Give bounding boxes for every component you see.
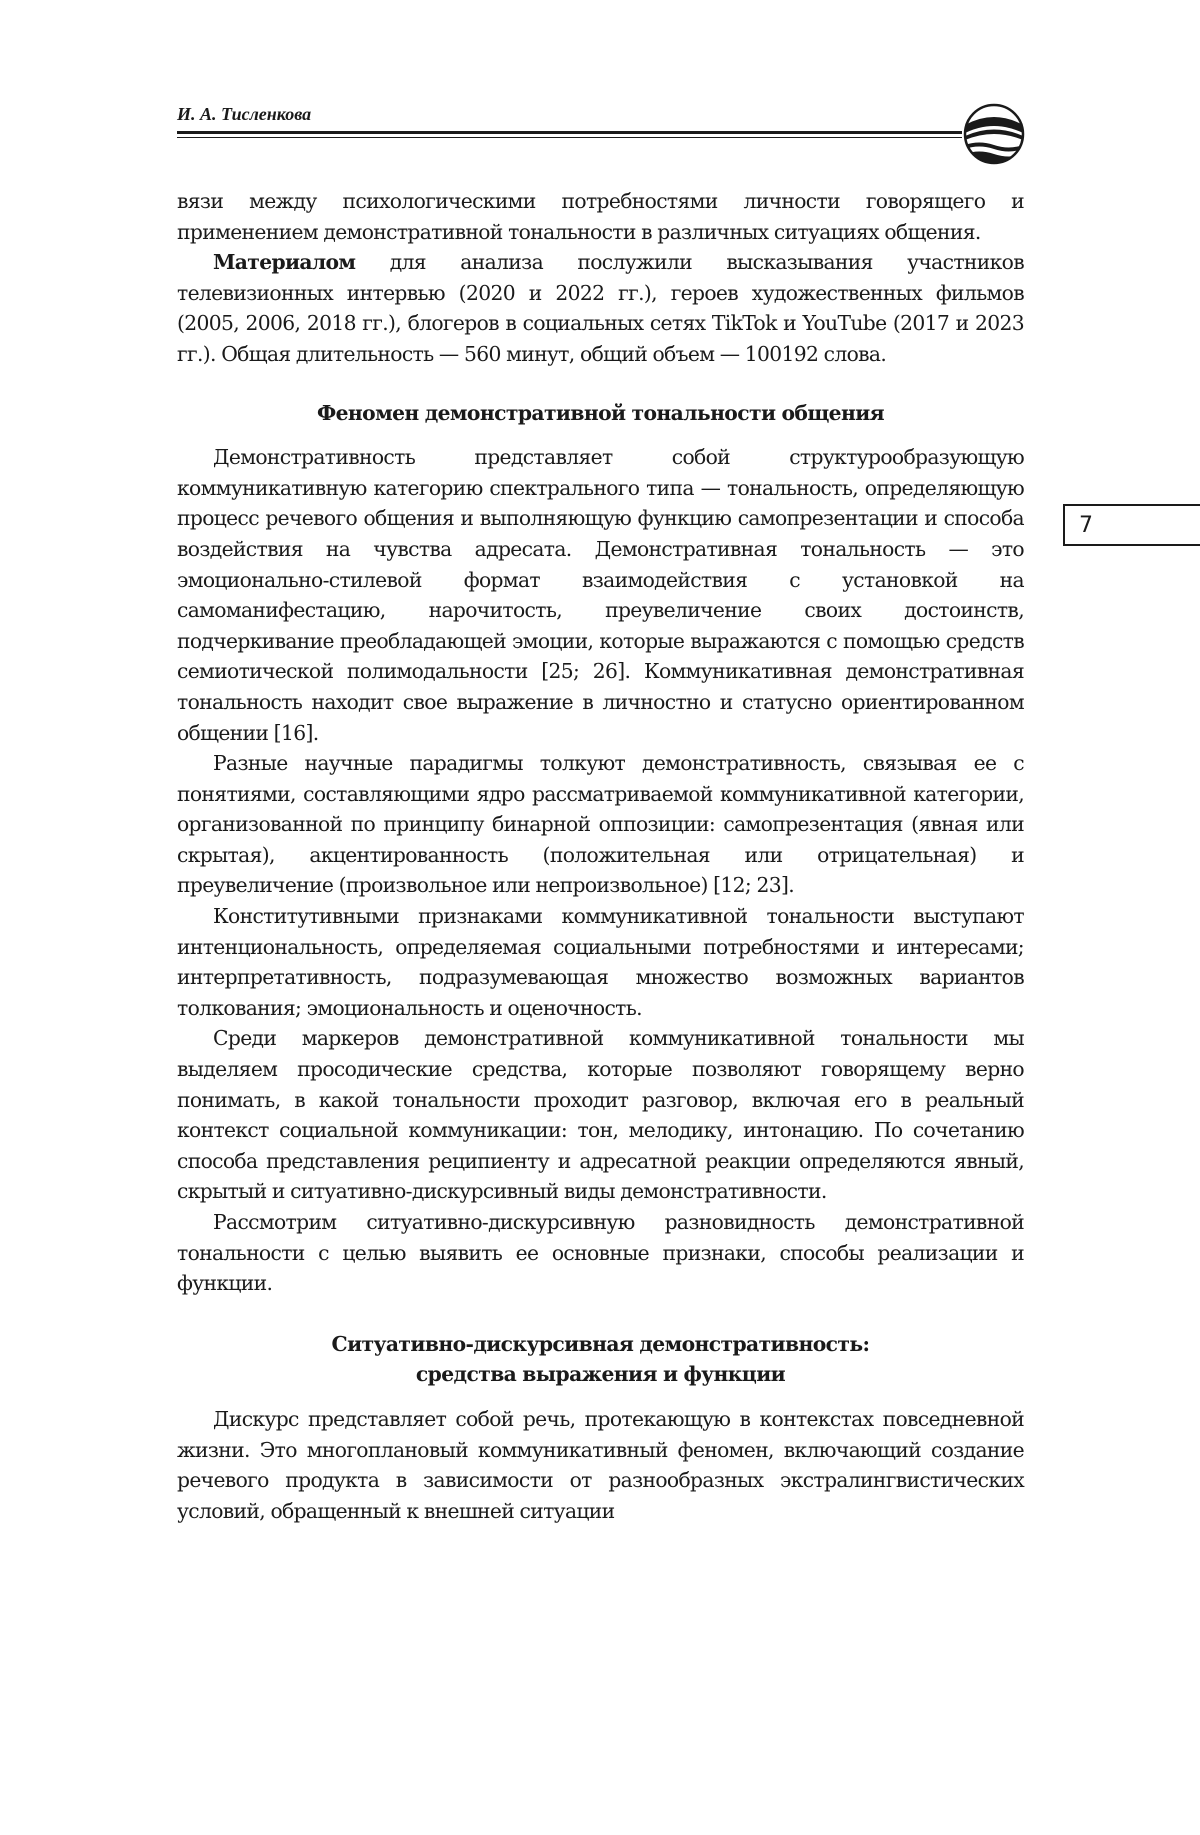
section-heading-situative-line-2: средства выражения и функции bbox=[415, 1362, 786, 1387]
paragraph-6: Дискурс представляет собой речь, протекающую в контекстах повседневной жизни. Это многоплановый коммуникативный феномен, включающий создание речевого продукта в зависимости от разнообразных экстралингвистических условий, обращенный к внешней ситуации bbox=[177, 1406, 1024, 1523]
section-heading-phenomenon: Феномен демонстративной тональности общения bbox=[316, 400, 885, 425]
paragraph-3: Конститутивными признаками коммуникативной тональности выступают интенциональность, определяемая социальными потребностями и интересами; интерпретативность, подразумевающая множество возможных вариантов толкования; эмоциональность и оценочность. bbox=[177, 904, 1024, 1020]
header-rule-thin bbox=[177, 137, 962, 138]
paragraph-4: Среди маркеров демонстративной коммуникативной тональности мы выделяем просодические средства, которые позволяют говорящему верно понимать, в какой тональности проходит разговор, включая его в реальный контекст социальной коммуникации: тон, мелодику, интонацию. По сочетанию способа представления реципиенту и адресатной реакции определяются явный, скрытый и ситуативно-дискурсивный виды демонстративности. bbox=[177, 1026, 1024, 1204]
running-head-author: И. А. Тисленкова bbox=[177, 104, 312, 124]
paragraph-1: Демонстративность представляет собой структурообразующую коммуникативную категорию спектрального типа — тональность, определяющую процесс речевого общения и выполняющую функцию самопрезентации и способа воздействия на чувства адресата. Демонстративная тональность — это эмоционально-стилевой формат взаимодействия с установкой на самоманифестацию, нарочитость, преувеличение своих достоинств, подчеркивание преобладающей эмоции, которые выражаются с помощью средств семиотической полимодальности [25; 26]. Коммуникативная демонстративная тональность находит свое выражение в личностно и статусно ориентированном общении [16]. bbox=[177, 445, 1024, 745]
journal-logo-icon bbox=[963, 103, 1025, 165]
material-text: для анализа послужили высказывания участников телевизионных интервью (2020 и 2022 гг.), героев художественных фильмов (2005, 2006, 2018 гг.), блогеров в социальных сетях TikTok и YouTube (2017 и 2023 гг.). Общая длительность — 560 минут, общий объем — 100192 слова. bbox=[177, 250, 1024, 366]
article-body bbox=[177, 186, 1024, 1526]
paragraph-material bbox=[177, 247, 1024, 369]
section-heading-situative bbox=[177, 1329, 1024, 1390]
paragraph-intro-continuation: вязи между психологическими потребностями личности говорящего и применением демонстративной тональности в различных ситуациях общения. bbox=[177, 189, 1024, 244]
material-lead-word: Материалом bbox=[213, 250, 356, 275]
section-heading-situative-line-1: Ситуативно-дискурсивная демонстративность: bbox=[331, 1331, 870, 1356]
paragraph-2: Разные научные парадигмы толкуют демонстративность, связывая ее с понятиями, составляющими ядро рассматриваемой коммуникативной категории, организованной по принципу бинарной оппозиции: самопрезентация (явная или скрытая), акцентированность (положительная или отрицательная) и преувеличение (произвольное или непроизвольное) [12; 23]. bbox=[177, 751, 1024, 898]
paragraph-5: Рассмотрим ситуативно-дискурсивную разновидность демонстративной тональности с целью выявить ее основные признаки, способы реализации и функции. bbox=[177, 1210, 1024, 1296]
header-rule-thick bbox=[177, 131, 962, 134]
page-number: 7 bbox=[1063, 504, 1200, 546]
